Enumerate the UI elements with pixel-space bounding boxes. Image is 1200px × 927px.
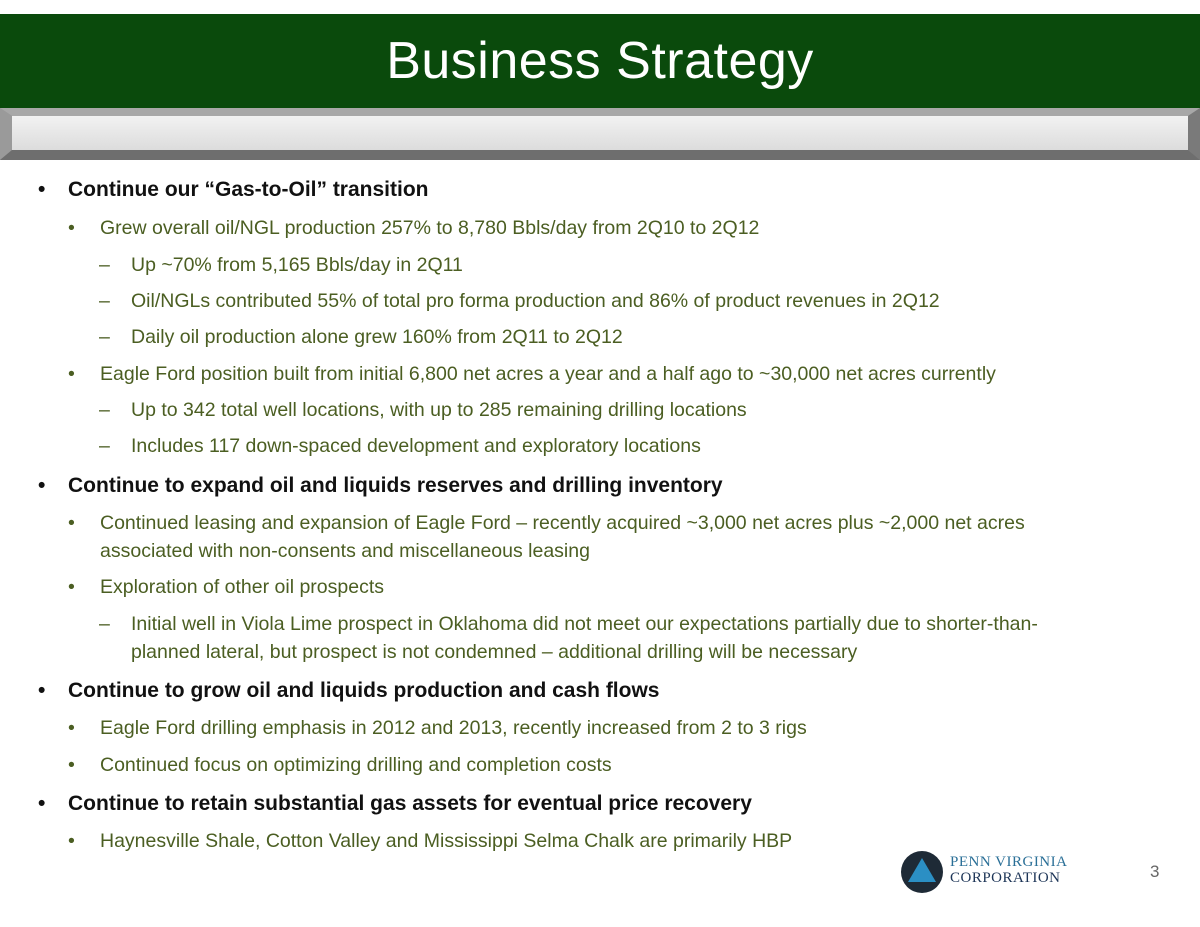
bullet-l2 [68,717,807,740]
company-logo [900,850,1080,894]
bullet-l2 [68,512,1025,535]
bullet-text: Haynesville Shale, Cotton Valley and Mississippi Selma Chalk are primarily HBP [100,830,793,852]
bullet-marker: – [99,435,110,457]
bullet-l1 [38,792,752,816]
bullet-l1 [38,474,723,498]
bullet-text: Up ~70% from 5,165 Bbls/day in 2Q11 [131,254,463,276]
bullet-text: Daily oil production alone grew 160% from 2Q11 to 2Q12 [131,326,623,348]
title-bar [0,14,1200,108]
bullet-l3 [99,326,623,349]
bullet-text: Grew overall oil/NGL production 257% to 8,780 Bbls/day from 2Q10 to 2Q12 [100,217,760,239]
bullet-text: Continue to grow oil and liquids production and cash flows [68,679,660,702]
logo-line-2: CORPORATION [950,870,1061,886]
bullet-marker: • [38,679,46,702]
bullet-l3 [99,399,747,422]
bullet-text: Continue to expand oil and liquids reserves and drilling inventory [68,474,723,497]
logo-mark-icon [900,850,944,894]
bullet-marker: • [68,754,75,776]
bullet-text: Exploration of other oil prospects [100,576,384,598]
bullet-text: Includes 117 down-spaced development and exploratory locations [131,435,701,457]
bullet-l2 [68,830,793,853]
bullet-marker: – [99,613,110,635]
bullet-marker: • [68,576,75,598]
bullet-marker: • [38,474,46,497]
bullet-l2 [68,217,760,240]
bullet-marker: • [38,178,46,201]
bullet-text: associated with non-consents and miscellaneous leasing [100,540,590,562]
bullet-l2 [68,754,612,777]
bullet-l3 [99,435,701,458]
bullet-marker: – [99,399,110,421]
bullet-text: Continued leasing and expansion of Eagle Ford – recently acquired ~3,000 net acres plus ~2,000 net acres [100,512,1025,534]
bevel-bar [0,108,1200,160]
bullet-text: planned lateral, but prospect is not condemned – additional drilling will be necessary [131,641,858,663]
bullet-marker: – [99,326,110,348]
logo-line-1: PENN VIRGINIA [950,854,1068,870]
bullet-l2 [68,363,996,386]
bullet-text: Oil/NGLs contributed 55% of total pro forma production and 86% of product revenues in 2Q12 [131,290,940,312]
bullet-text: Continue to retain substantial gas assets for eventual price recovery [68,792,752,815]
bullet-marker: • [68,363,75,385]
bullet-marker: • [68,830,75,852]
bullet-text: Initial well in Viola Lime prospect in Oklahoma did not meet our expectations partially due to shorter-than- [131,613,1038,635]
bullet-l2-continuation [100,540,590,563]
bullet-l1 [38,178,429,202]
bullet-marker: • [68,217,75,239]
bullet-l1 [38,679,660,703]
bullet-text: Eagle Ford position built from initial 6,800 net acres a year and a half ago to ~30,000 net acres currently [100,363,996,385]
bullet-marker: – [99,254,110,276]
page-number: 3 [1150,862,1160,881]
bullet-text: Continued focus on optimizing drilling and completion costs [100,754,612,776]
bullet-text: Continue our “Gas-to-Oil” transition [68,178,429,201]
bullet-l3 [99,613,1038,636]
bullet-l3 [99,290,940,313]
bullet-l3-continuation [131,641,857,664]
slide-title: Business Strategy [386,32,814,90]
bullet-marker: • [38,792,46,815]
bullet-text: Up to 342 total well locations, with up to 285 remaining drilling locations [131,399,747,421]
bullet-marker: • [68,512,75,534]
bullet-l3 [99,254,463,277]
bullet-marker: • [68,717,75,739]
bullet-marker: – [99,290,110,312]
bullet-l2 [68,576,384,599]
bullet-text: Eagle Ford drilling emphasis in 2012 and 2013, recently increased from 2 to 3 rigs [100,717,807,739]
